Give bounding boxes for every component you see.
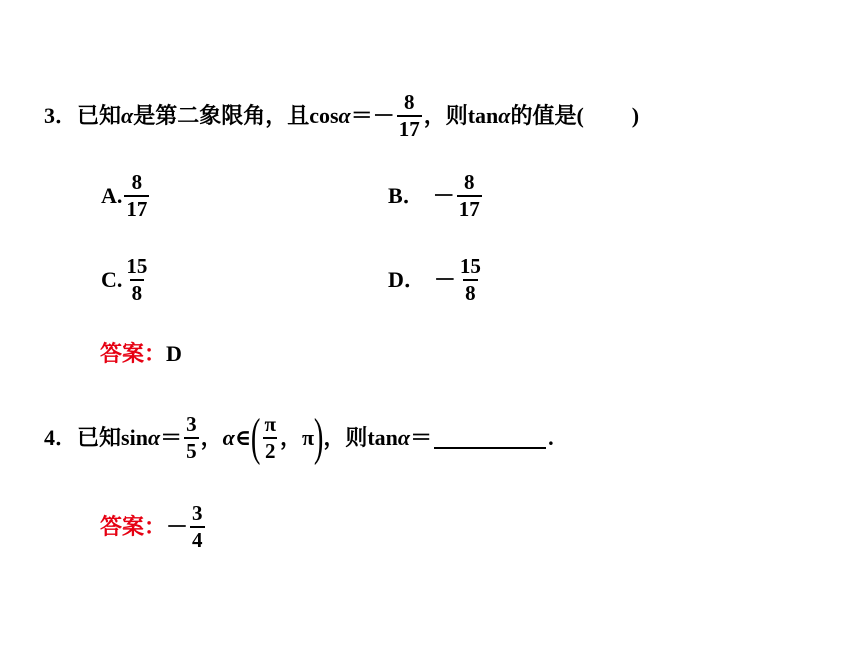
question-text: 已知: [77, 103, 122, 128]
denominator: 5: [186, 439, 197, 463]
element-of-symbol: ∈: [234, 425, 252, 450]
numerator: 3: [186, 412, 197, 436]
period: .: [548, 425, 554, 450]
question-text: ，则tan: [323, 425, 398, 450]
question-3: [44, 92, 639, 140]
comma: ，: [279, 425, 302, 450]
denominator: 2: [264, 439, 276, 463]
fraction: [184, 414, 199, 462]
question-text: 的值是(: [510, 103, 584, 128]
denominator: 8: [131, 281, 143, 305]
numerator: 15: [126, 254, 148, 278]
comma: ，: [200, 425, 223, 450]
alpha-symbol: α: [338, 103, 351, 128]
denominator: 17: [398, 117, 420, 141]
fraction: [124, 256, 149, 304]
question-text: ，则tan: [423, 103, 499, 128]
answer-label: 答案：: [100, 341, 167, 366]
alpha-symbol: α: [397, 425, 411, 450]
answer-3: [100, 343, 182, 365]
equals-sign: ＝: [160, 425, 183, 450]
answer-paren-close: ): [631, 103, 640, 128]
numerator: 3: [192, 501, 203, 525]
fraction: [457, 172, 482, 220]
answer-blank: [434, 427, 546, 449]
option-c: [101, 256, 151, 304]
option-d: [388, 256, 485, 304]
numerator: 15: [459, 254, 481, 278]
denominator: 17: [458, 197, 480, 221]
answer-4: [100, 503, 207, 551]
option-label: D．: [388, 267, 426, 292]
option-label: B．: [388, 183, 425, 208]
denominator: 8: [465, 281, 476, 305]
fraction: [124, 172, 149, 220]
answer-value: D: [166, 341, 182, 366]
alpha-symbol: α: [222, 425, 235, 450]
numerator: 8: [403, 90, 415, 114]
denominator: 17: [126, 197, 148, 221]
left-paren: (: [251, 409, 261, 466]
numerator: 8: [131, 170, 143, 194]
fraction: [190, 503, 205, 551]
denominator: 4: [192, 528, 203, 552]
fraction: [262, 414, 278, 462]
minus-sign: －: [432, 183, 455, 208]
question-4: [44, 409, 554, 466]
question-number: 4．: [44, 425, 78, 450]
alpha-symbol: α: [121, 103, 134, 128]
minus-sign: －: [166, 514, 189, 539]
option-b: [388, 172, 484, 220]
answer-label: 答案：: [100, 514, 167, 539]
equals-sign: ＝－: [350, 103, 395, 128]
alpha-symbol: α: [498, 103, 511, 128]
minus-sign: －: [433, 267, 456, 292]
option-label: C.: [101, 267, 123, 292]
numerator: π: [264, 412, 276, 436]
pi-symbol: π: [301, 425, 315, 450]
question-text: 是第二象限角，且cos: [133, 103, 339, 128]
fraction: [458, 256, 483, 304]
alpha-symbol: α: [147, 425, 161, 450]
option-a: [101, 172, 151, 220]
question-number: 3．: [44, 103, 78, 128]
numerator: 8: [463, 170, 475, 194]
option-label: A.: [101, 183, 123, 208]
question-text: 已知sin: [77, 425, 148, 450]
fraction: [397, 92, 422, 140]
equals-sign: ＝: [410, 425, 433, 450]
right-paren: ): [313, 409, 324, 466]
